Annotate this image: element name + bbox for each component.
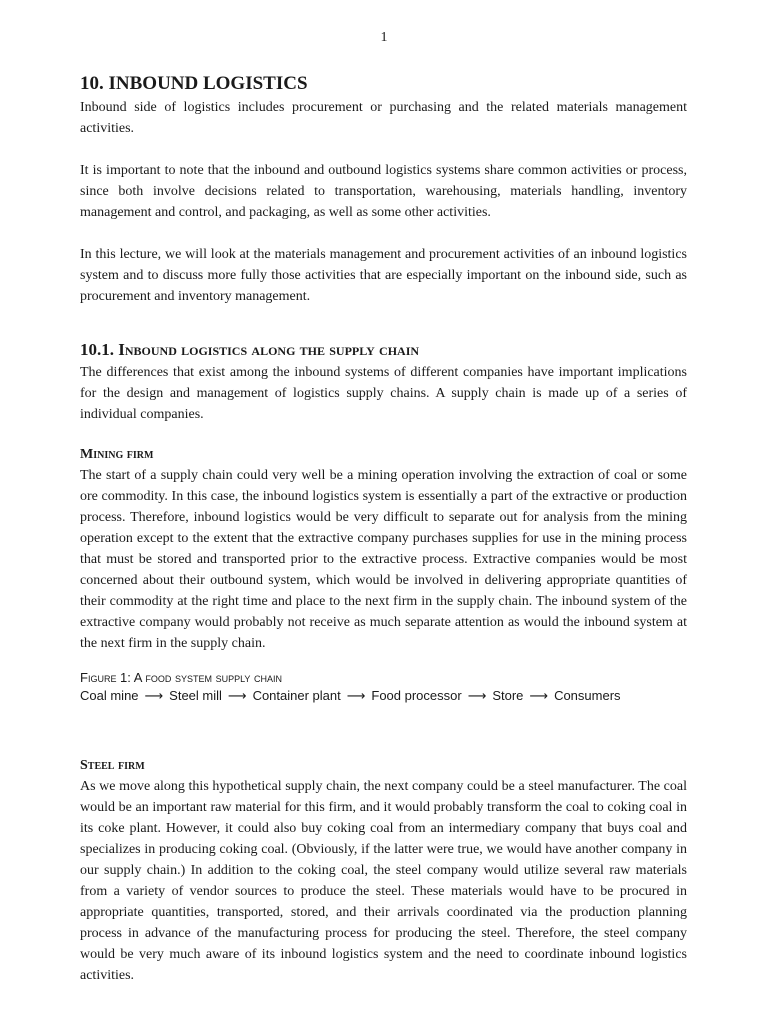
- chain-step-container-plant: Container plant: [252, 688, 341, 703]
- figure-supply-chain: [80, 687, 687, 705]
- section-paragraph: The differences that exist among the inbound systems of different companies have important implications for the design and management of logistics supply chains. A supply chain is made up of a series of individual companies.: [80, 365, 687, 422]
- mining-firm-heading: Mining firm: [80, 447, 154, 462]
- chain-step-store: Store: [492, 688, 524, 703]
- chapter-heading: 10. INBOUND LOGISTICS: [80, 73, 308, 94]
- intro-paragraph-2: It is important to note that the inbound and outbound logistics systems share common activities or process, since both involve decisions related to transportation, warehousing, materials handling, inventory management and control, and packaging, as well as some other activities.: [80, 163, 687, 220]
- intro-paragraph-1: Inbound side of logistics includes procurement or purchasing and the related materials management activities.: [80, 100, 687, 136]
- intro-paragraph-3: In this lecture, we will look at the materials management and procurement activities of an inbound logistics system and to discuss more fully those activities that are especially important on the inbound side, such as procurement and inventory management.: [80, 247, 687, 304]
- mining-firm-paragraph: The start of a supply chain could very well be a mining operation involving the extraction of coal or some ore commodity. In this case, the inbound logistics system is essentially a part of the extractive or production process. Therefore, inbound logistics would be very difficult to separate out for analysis from the mining operation except to the extent that the extractive company purchases supplies for use in the mining process that must be stored and transported prior to the extractive process. Extractive companies would be most concerned about their outbound system, which would be involved in delivering appropriate quantities of their commodity at the right time and place to the next firm in the supply chain. The inbound system of the extractive company would probably not receive as much separate attention as would the inbound system at the next firm in the supply chain.: [80, 468, 687, 651]
- page-number: 1: [380, 30, 388, 45]
- right-arrow-icon: ⟶: [227, 688, 247, 703]
- section-heading: 10.1. Inbound logistics along the supply chain: [80, 340, 420, 359]
- steel-firm-paragraph: As we move along this hypothetical supply chain, the next company could be a steel manufacturer. The coal would be an important raw material for this firm, and it would probably transform the coal to coking coal in its coke plant. However, it could also buy coking coal from an intermediary company that buys coal and specializes in producing coking coal. (Obviously, if the latter were true, we would have another company in our supply chain.) In addition to the coking coal, the steel company would utilize several raw materials from a variety of vendor sources to produce the steel. These materials would have to be procured in appropriate quantities, transported, stored, and their arrivals coordinated via the production planning process in advance of the manufacturing process for producing the steel. Therefore, the steel company would be very much aware of its inbound logistics system and the need to coordinate inbound logistics activities.: [80, 779, 687, 983]
- figure-caption: Figure 1: A food system supply chain: [80, 670, 283, 685]
- chain-step-coal-mine: Coal mine: [80, 688, 139, 703]
- right-arrow-icon: ⟶: [346, 688, 366, 703]
- chain-step-food-processor: Food processor: [371, 688, 462, 703]
- right-arrow-icon: ⟶: [144, 688, 164, 703]
- right-arrow-icon: ⟶: [467, 688, 487, 703]
- chain-step-consumers: Consumers: [554, 688, 621, 703]
- right-arrow-icon: ⟶: [529, 688, 549, 703]
- steel-firm-heading: Steel firm: [80, 758, 145, 773]
- document-body: [80, 70, 687, 986]
- chain-step-steel-mill: Steel mill: [169, 688, 222, 703]
